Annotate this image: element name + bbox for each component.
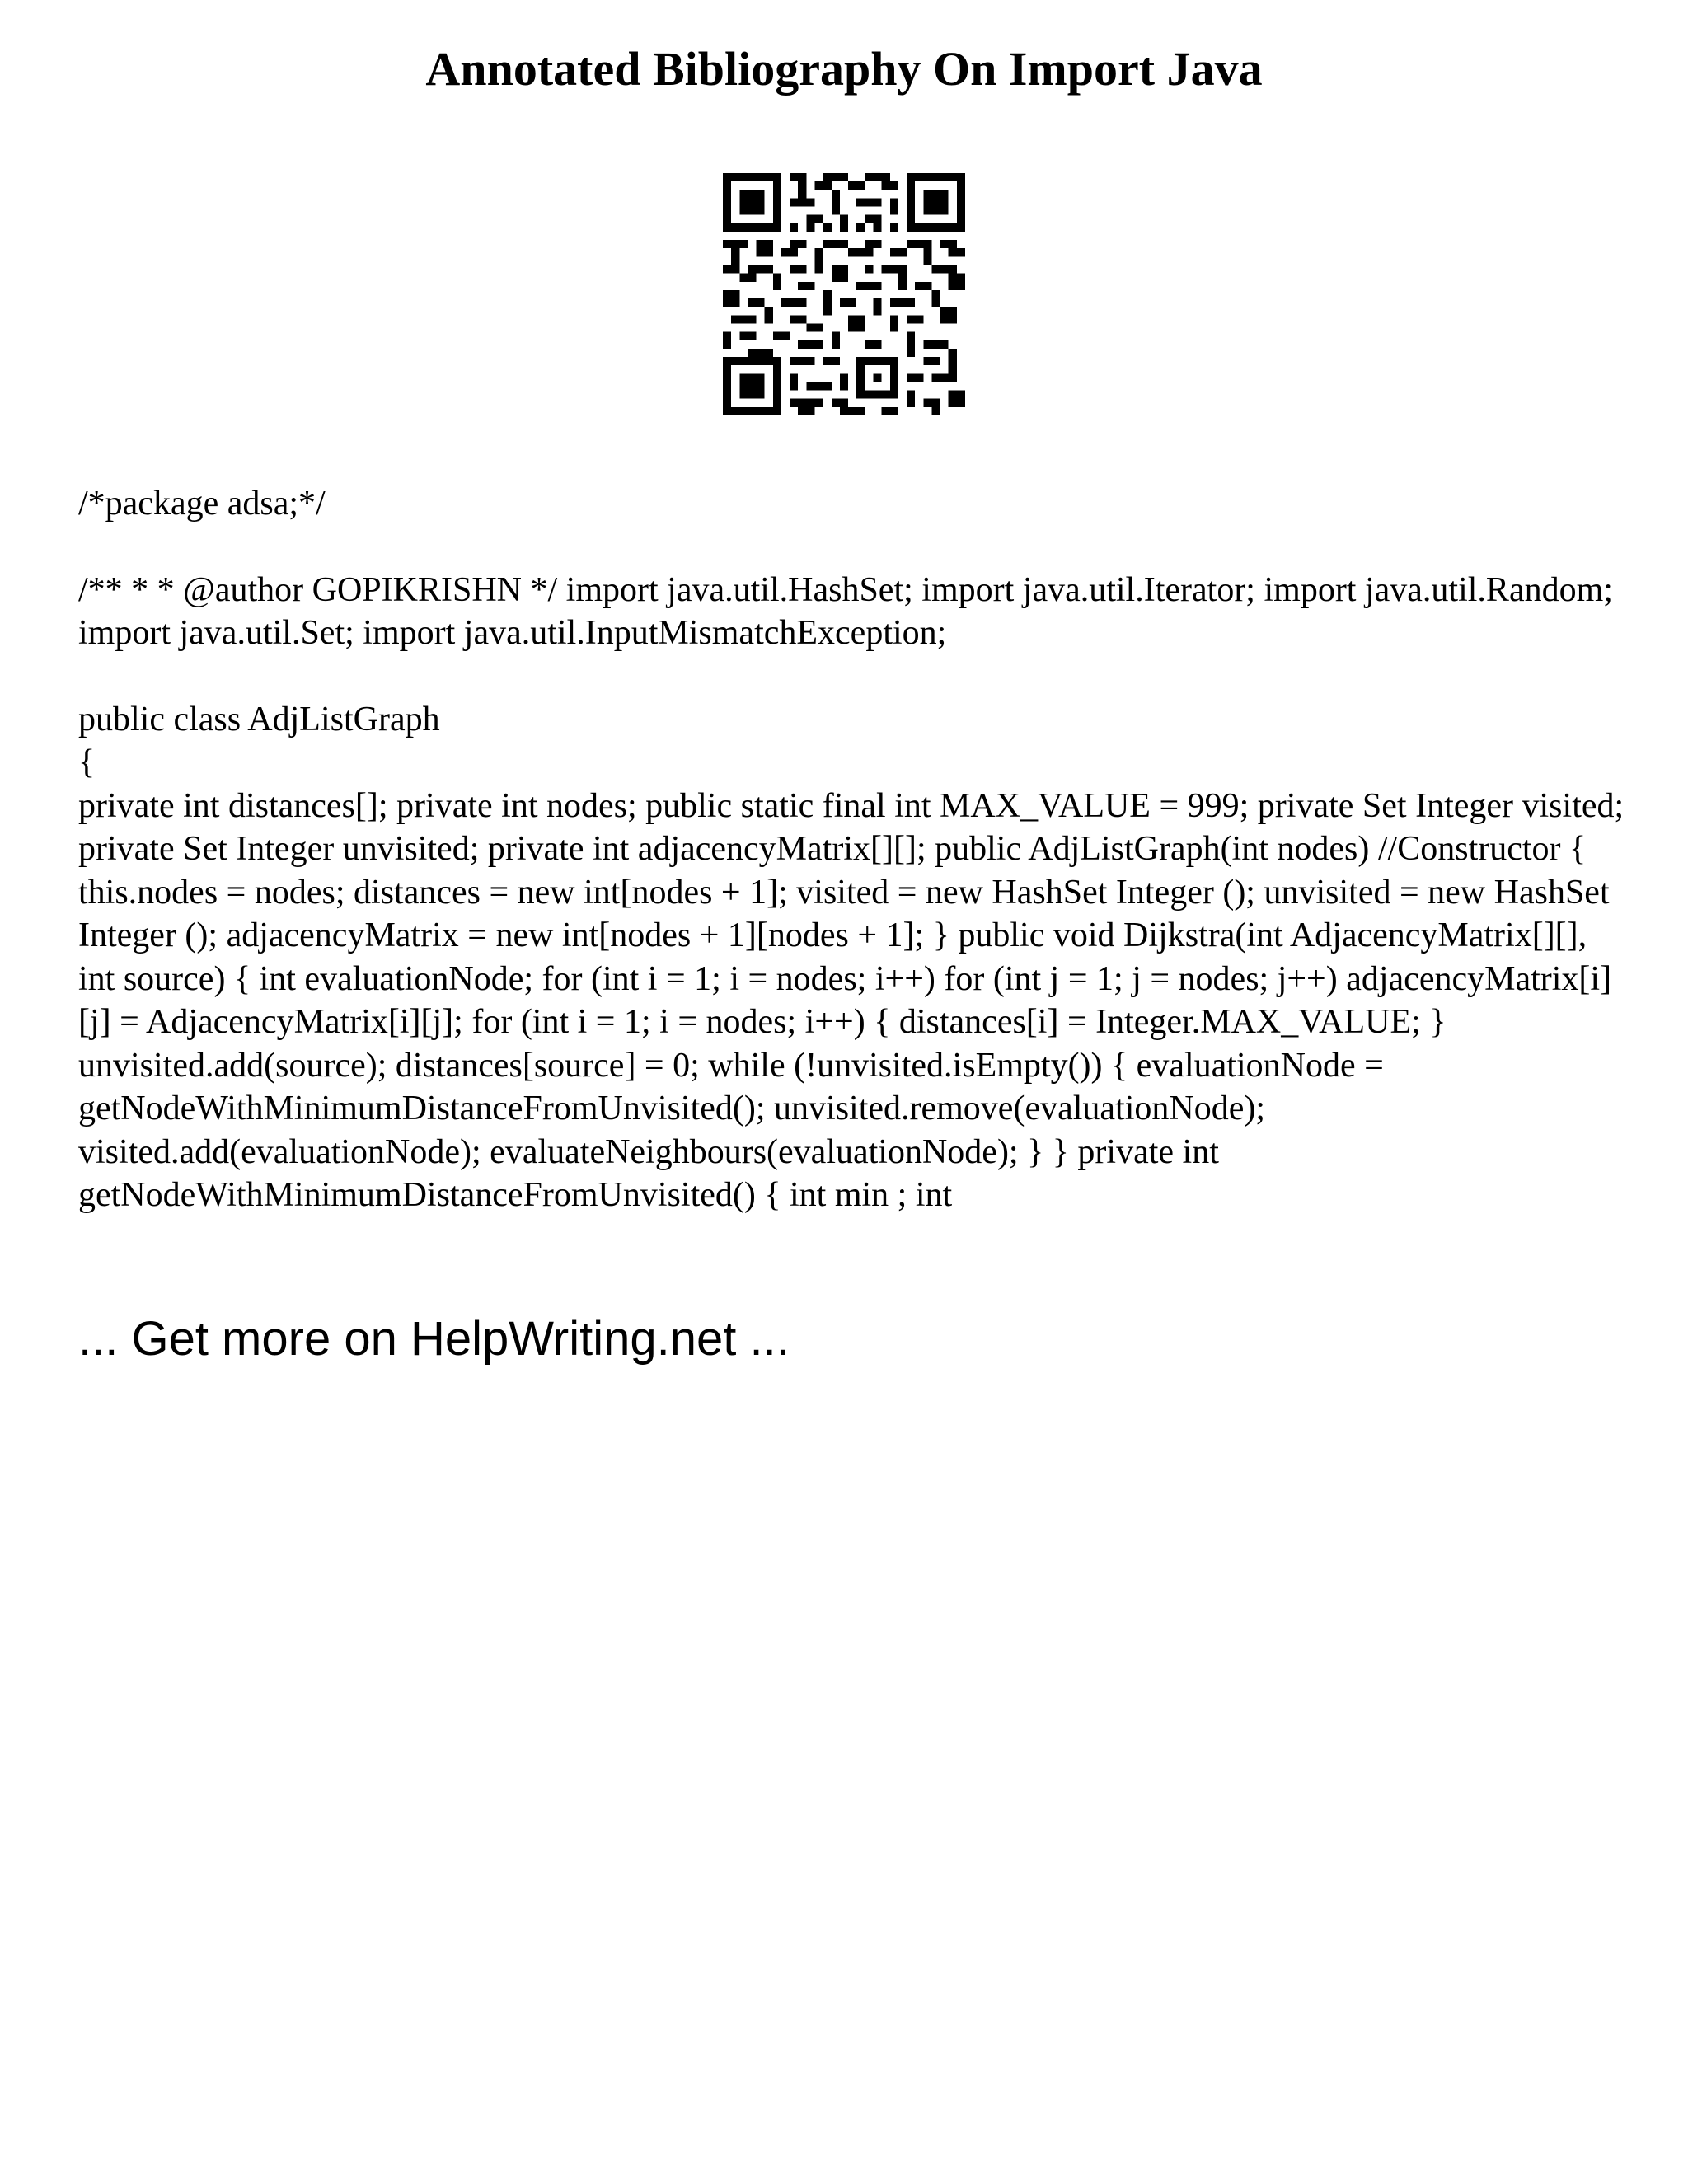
opening-brace: { [78,743,96,781]
class-body-paragraph: private int distances[]; private int nodes; public static final int MAX_VALUE = 999; private Set Integer visited; private Set Integer unvisited; private int adjacencyMatrix[][]; public AdjListGraph(int nodes) //Constructor { this.nodes = nodes; distances = new int[nodes + 1]; visited = new HashSet Integer (); unvisited = new HashSet Integer (); adjacencyMatrix = new int[nodes + 1][nodes + 1]; } public void Dijkstra(int AdjacencyMatrix[][], int source) { int evaluationNode; for (int i = 1; i = nodes; i++) for (int j = 1; j = nodes; j++) adjacencyMatrix[i][j] = AdjacencyMatrix[i][j]; for (int i = 1; i = nodes; i++) { distances[i] = Integer.MAX_VALUE; } unvisited.add(source); distances[source] = 0; while (!unvisited.isEmpty()) { evaluationNode = getNodeWithMinimumDistanceFromUnvisited(); unvisited.remove(evaluationNode); visited.add(evaluationNode); evaluateNeighbours(evaluationNode); } } private int getNodeWithMinimumDistanceFromUnvisited() { int min ; int [78,786,1625,1214]
document-title: Annotated Bibliography On Import Java [425,42,1263,96]
class-declaration: public class AdjListGraph [78,700,440,738]
qr-code-icon [723,173,965,415]
get-more-link[interactable]: ... Get more on HelpWriting.net ... [78,1312,790,1366]
package-comment: /*package adsa;*/ [78,485,326,523]
imports-paragraph: /** * * @author GOPIKRISHN */ import java.util.HashSet; import java.util.Iterator; import java.util.Random; import java.util.Set; import java.util.InputMismatchException; [78,570,1613,652]
document-body [78,482,1628,1260]
